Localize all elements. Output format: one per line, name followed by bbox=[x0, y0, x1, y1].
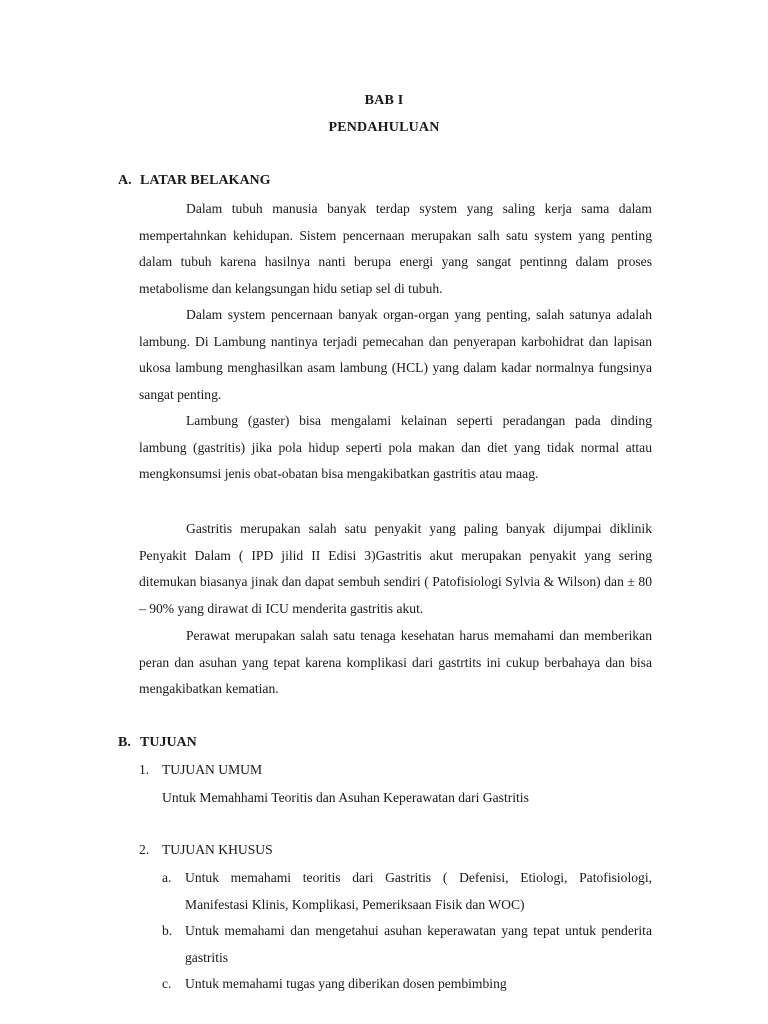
section-a-heading bbox=[118, 173, 271, 189]
tujuan-khusus-title: TUJUAN KHUSUS bbox=[162, 842, 273, 857]
item-c-text: Untuk memahami tugas yang diberikan dosen pembimbing bbox=[185, 976, 507, 991]
paragraph-5: Perawat merupakan salah satu tenaga kesehatan harus memahami dan memberikan peran dan asuhan yang tepat karena komplikasi dari gastrtits ini cukup berbahaya dan bisa mengakibatkan kematian. bbox=[139, 628, 652, 697]
tujuan-umum-title: TUJUAN UMUM bbox=[162, 762, 263, 777]
item-a-letter: a. bbox=[162, 870, 172, 885]
item-a-text: Untuk memahami teoritis dari Gastritis ( Defenisi, Etiologi, Patofisiologi, Manifestasi Klinis, Komplikasi, Pemeriksaan Fisik dan WOC) bbox=[185, 870, 652, 912]
tujuan-umum-heading bbox=[139, 762, 262, 778]
section-b-letter: B. bbox=[118, 735, 131, 750]
tujuan-khusus-heading bbox=[139, 842, 273, 858]
tujuan-khusus-item-b bbox=[162, 918, 652, 971]
paragraph-2: Dalam system pencernaan banyak organ-organ yang penting, salah satunya adalah lambung. Di Lambung nantinya terjadi pemecahan dan penyerapan karbohidrat dan lapisan ukosa lambung menghasilkan asam lambung (HCL) yang dalam kadar normalnya fungsinya sangat penting. bbox=[139, 307, 652, 403]
tujuan-umum-text: Untuk Memahhami Teoritis dan Asuhan Keperawatan dari Gastritis bbox=[162, 790, 529, 805]
paragraph-4: Gastritis merupakan salah satu penyakit yang paling banyak dijumpai diklinik Penyakit Dalam ( IPD jilid II Edisi 3)Gastritis akut merupakan penyakit yang sering ditemukan biasanya jinak dan dapat sembuh sendiri ( Patofisiologi Sylvia & Wilson) dan ± 80 – 90% yang dirawat di ICU menderita gastritis akut. bbox=[139, 521, 652, 617]
section-a-title: LATAR BELAKANG bbox=[140, 173, 271, 188]
tujuan-khusus-item-a bbox=[162, 865, 652, 918]
section-b-title: TUJUAN bbox=[140, 735, 197, 750]
tujuan-khusus-number: 2. bbox=[139, 842, 150, 857]
item-b-text: Untuk memahami dan mengetahui asuhan keperawatan yang tepat untuk penderita gastritis bbox=[185, 923, 652, 965]
item-b-letter: b. bbox=[162, 923, 173, 938]
item-c-letter: c. bbox=[162, 976, 172, 991]
chapter-title: PENDAHULUAN bbox=[328, 120, 440, 135]
paragraph-1: Dalam tubuh manusia banyak terdap system yang saling kerja sama dalam mempertahnkan kehidupan. Sistem pencernaan merupakan salh satu system yang penting dalam tubuh karena hasilnya nanti berupa energi yang sangat pentinng dalam proses metabolisme dan kelangsungan hidu setiap sel di tubuh. bbox=[139, 201, 652, 297]
chapter-number: BAB I bbox=[364, 93, 404, 108]
tujuan-khusus-item-c bbox=[162, 971, 652, 998]
section-a-letter: A. bbox=[118, 173, 132, 188]
section-b-heading bbox=[118, 735, 197, 751]
paragraph-3: Lambung (gaster) bisa mengalami kelainan seperti peradangan pada dinding lambung (gastritis) jika pola hidup seperti pola makan dan diet yang tidak normal attau mengkonsumsi jenis obat-obatan bisa mengakibatkan gastritis atau maag. bbox=[139, 413, 652, 482]
tujuan-umum-number: 1. bbox=[139, 762, 150, 777]
